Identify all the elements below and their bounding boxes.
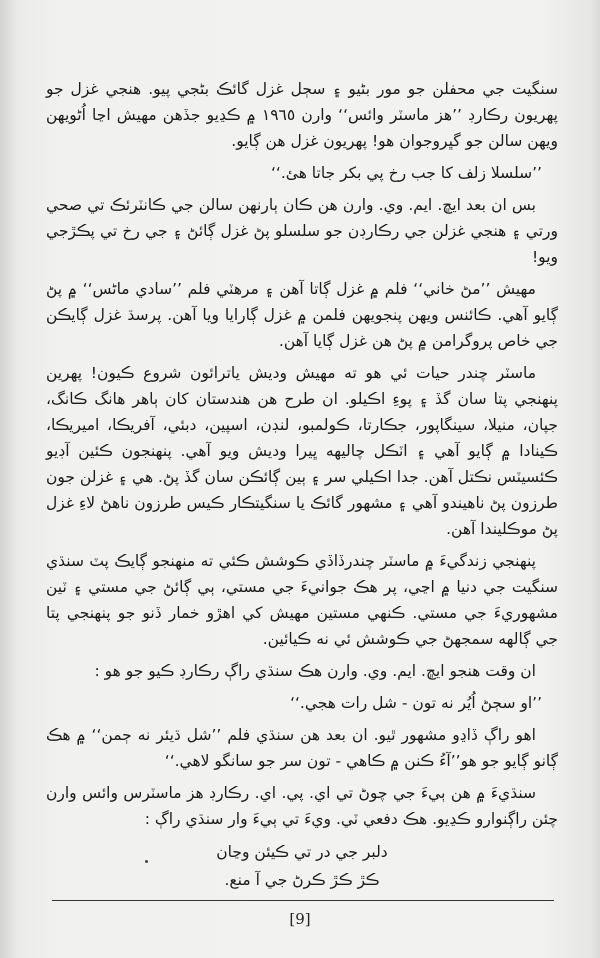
paragraph-5: پنهنجي زندگيءَ ۾ ماسٽر چندرڏاڏي ڪوشش ڪئي ته منهنجو ڳايڪ پٽ سنڌي سنگيت جي دنيا ۾ اڃي، پر هڪ جوانيءَ جي مستي، ٻي ڳائڻ جي مستي ۽ ٽين مشهوريءَ جي مستي. ڪنهي مستين مهيش کي اهڙو خمار ڏنو جو پنهنجي پتا جي ڳالهه سمجهڻ جي ڪوشش ئي نه ڪيائين. — [46, 552, 558, 648]
verse-line-1: دلبر جي در تي ڪيئن وڃان — [216, 843, 388, 861]
quote-song-line: ’’او سڄڻ اُيُر نه تون - شل رات هجي.‘‘ — [290, 694, 542, 712]
paragraph-8: سنڌيءَ ۾ هن ٻيءَ جي چوڻ تي اي. پي. اي. رڪارڊ هز ماسٽرس وائس وارن چئن راڳنوارو ڪڍيو. هڪ دفعي ٽي. ويءَ تي ٻيءَ وار سنڌي راڳ : — [46, 784, 558, 828]
document-body — [46, 76, 558, 894]
footer-rule — [52, 900, 554, 901]
verse-line-2: ڪڙ ڪڙ ڪرڻ جي آ منع. — [224, 871, 380, 889]
paragraph-6: ان وقت هنجو ايڇ. ايم. وي. وارن هڪ سنڌي راڳ رڪارڊ ڪيو جو هو : — [94, 662, 536, 680]
paragraph-3: مهيش ’’مڻ خاني‘‘ فلم ۾ غزل ڳاتا آهن ۽ مرهٽي فلم ’’سادي ماڻس‘‘ ۾ پڻ ڳايو آهي. ڪائنس ويهن پنجويهن فلمن ۾ غزل ڳارايا ويا آهن. پرسڌ غزل ڳايڪن جي خاص پروگرامن ۾ پڻ هن غزل ڳايا آهن. — [46, 280, 558, 350]
quote-ghazal-line: ’’سلسلا زلف کا جب رخ پي بکر جاتا هئ.‘‘ — [271, 164, 542, 182]
ink-dot — [145, 860, 148, 863]
paragraph-2: بس ان بعد ايڇ. ايم. وي. وارن هن ڪان ٻارنهن سالن جي ڪانٽرئڪ تي صحي ورتي ۽ هنجي غزلن جي رڪارڊن جو سلسلو پڻ غزل ڳائڻ ۽ جي رخ تي پڪڙجي ويو! — [46, 196, 558, 266]
page-number: [9] — [289, 910, 311, 928]
paragraph-1: سنگيت جي محفلن جو مور بڻيو ۽ سڄل غزل گائڪ بڻجي پيو. هنجي غزل جو پهريون رڪارڊ ’’هز ماسٽر وائس‘‘ وارن ١٩٦٥ ۾ ڪڍيو جڏهن مهيش اڃا اُڻويهن ويهن سالن جو گڀروجوان هو! پهريون غزل هن ڳايو. — [46, 80, 558, 150]
paragraph-7: اهو راڳ ڏاڍو مشهور ٿيو. ان بعد هن سنڌي فلم ’’شل ڌيئر نه ڄمن‘‘ ۾ هڪ ڳانو ڳايو جو هو’’آءُ ڪنن ۾ ڪاهي - تون سر جو سانگو لاهي.‘‘ — [46, 726, 558, 770]
paragraph-4: ماسٽر چندر حيات ئي هو ته مهيش وديش ياترائون شروع ڪيون! پهرين پنهنجي پتا سان گڏ ۽ پوءِ اڪيلو. ان طرح هن هندستان کان ٻاهر هانگ ڪانگ، جپان، منيلا، سينگاپور، جڪارتا، ڪولمبو، لنڊن، اسپين، دبئي، آفريڪا، اميريڪا، ڪينادا ۾ ڳايو آهي ۽ اٽڪل چاليهه ڀيرا وديش ويو آهي. پنهنجون ڪئين آڊيو ڪئسيٽس نڪتل آهن. جدا اڪيلي سر ۽ ٻين ڳائڪن سان گڏ پڻ. هي ۽ غزلن جون طرزون پڻ ناهيندو آهي ۽ مشهور گائڪ يا سنگيتڪار ڪيس طرزون ناهڻ لاءِ غزل پڻ موڪليندا آهن. — [46, 364, 558, 538]
